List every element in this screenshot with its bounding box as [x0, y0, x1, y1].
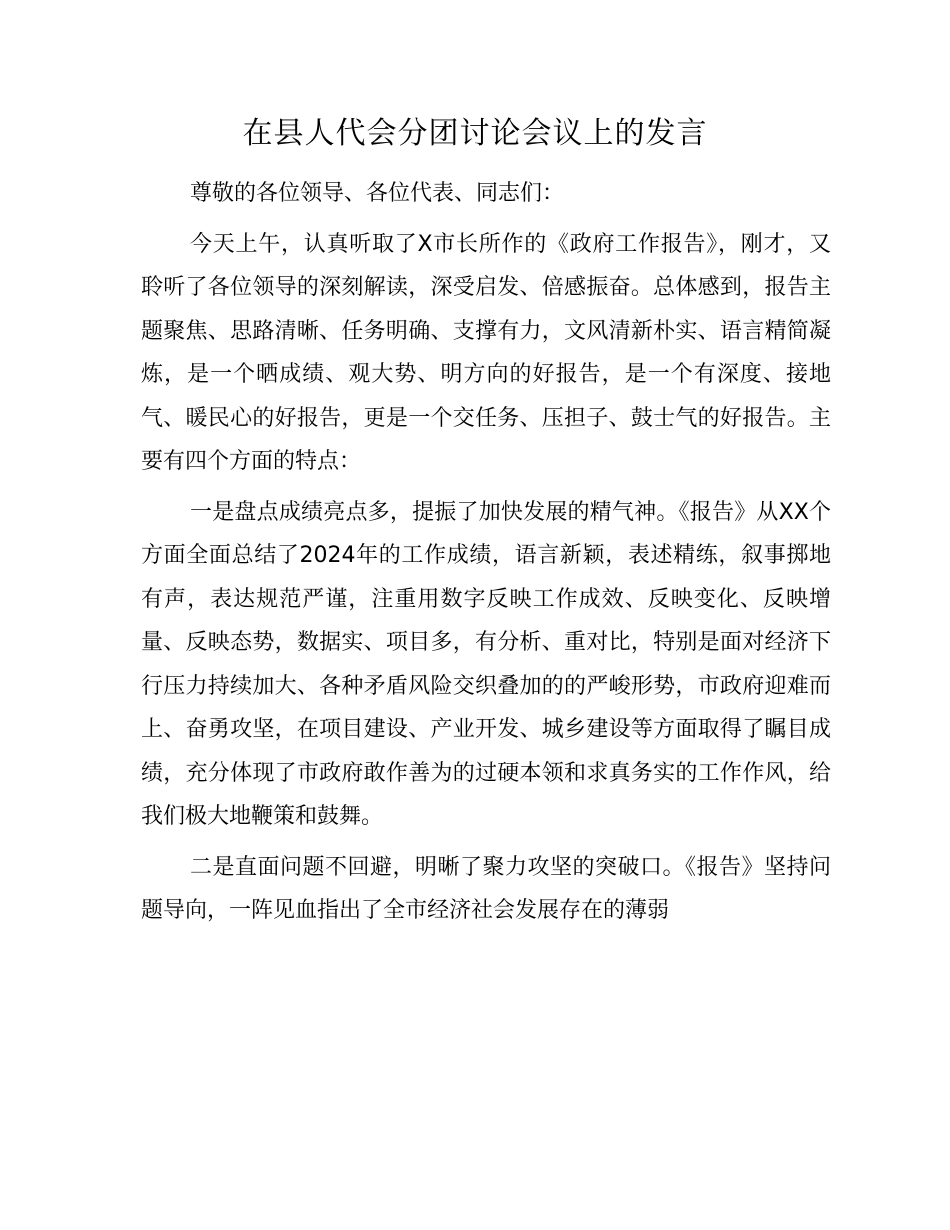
- intro-paragraph: 今天上午，认真听取了X市长所作的《政府工作报告》，刚才，又聆听了各位领导的深刻解读，深受启发、倍感振奋。总体感到，报告主题聚焦、思路清晰、任务明确、支撑有力，文风清新朴实、语言精简凝炼，是一个晒成绩、观大势、明方向的好报告，是一个有深度、接地气、暖民心的好报告，更是一个交任务、压担子、鼓士气的好报告。主要有四个方面的特点：: [141, 231, 831, 474]
- document-body: [141, 172, 831, 940]
- point-one-paragraph: 一是盘点成绩亮点多，提振了加快发展的精气神。《报告》从XX个方面全面总结了2024年的工作成绩，语言新颖，表述精练，叙事掷地有声，表达规范严谨，注重用数字反映工作成效、反映变化、反映增量、反映态势，数据实、项目多，有分析、重对比，特别是面对经济下行压力持续加大、各种矛盾风险交织叠加的的严峻形势，市政府迎难而上、奋勇攻坚，在项目建设、产业开发、城乡建设等方面取得了瞩目成绩，充分体现了市政府敢作善为的过硬本领和求真务实的工作作风，给我们极大地鞭策和鼓舞。: [141, 499, 831, 829]
- document-title: 在县人代会分团讨论会议上的发言: [242, 116, 708, 151]
- point-two-paragraph: 二是直面问题不回避，明晰了聚力攻坚的突破口。《报告》坚持问题导向，一阵见血指出了全市经济社会发展存在的薄弱: [141, 854, 831, 923]
- greeting-paragraph: 尊敬的各位领导、各位代表、同志们：: [190, 181, 565, 206]
